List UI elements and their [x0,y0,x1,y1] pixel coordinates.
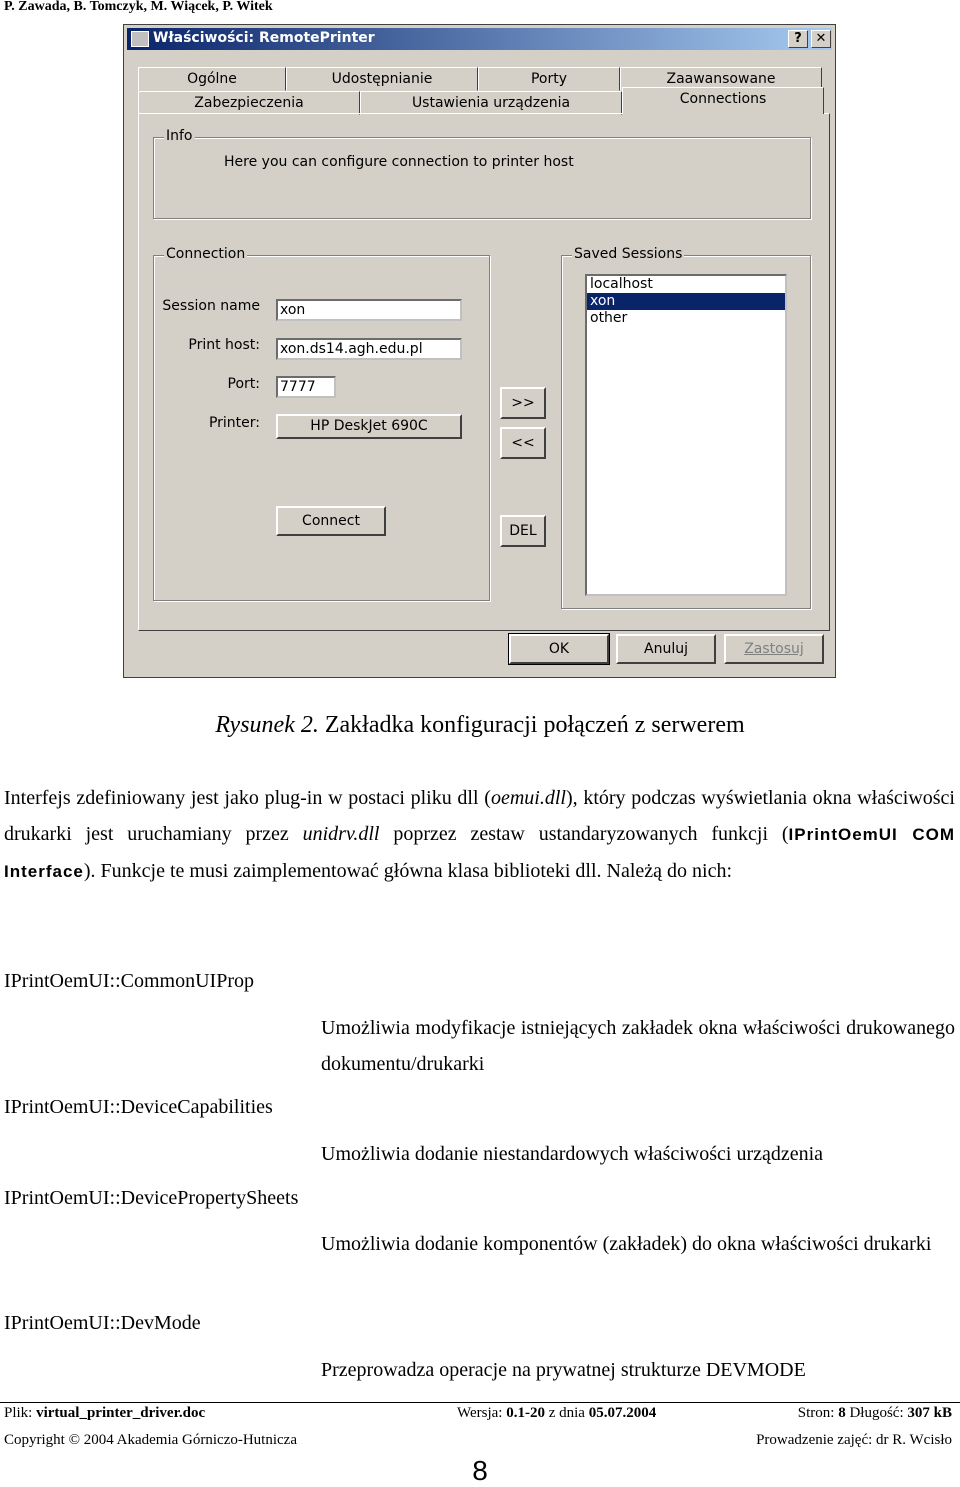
dialog-titlebar [127,28,832,50]
close-button[interactable]: ✕ [811,30,831,48]
port-input[interactable]: 7777 [276,376,336,398]
footer-length-label: Długość: [845,1405,908,1421]
footer-file [4,1405,205,1422]
move-right-button[interactable]: >> [500,387,546,419]
printer-select-button[interactable]: HP DeskJet 690C [276,414,462,439]
footer-rule [0,1402,960,1403]
printer-icon [131,31,149,47]
function-desc-devicecapabilities: Umożliwia dodanie niestandardowych właściwości urządzenia [321,1143,824,1165]
delete-button[interactable]: DEL [500,515,546,547]
tab-udostepnianie[interactable]: Udostępnianie [286,67,478,91]
footer-version-label: Wersja: [457,1405,507,1421]
connection-group [153,246,490,601]
saved-sessions-list[interactable] [585,274,787,596]
function-desc-devicepropertysheets: Umożliwia dodanie komponentów (zakładek) do okna właściwości drukarki [321,1233,932,1255]
function-desc-devmode: Przeprowadza operacje na prywatnej strukturze DEVMODE [321,1359,806,1381]
tab-porty[interactable]: Porty [478,67,620,91]
footer-pages-value: 8 [838,1405,846,1421]
footer-file-label: Plik: [4,1405,37,1421]
print-host-label: Print host: [188,337,260,353]
footer-version-value: 0.1-20 [506,1405,545,1421]
info-group [153,128,811,219]
footer-version [457,1405,656,1422]
footer-date-value: 05.07.2004 [588,1405,657,1421]
info-legend: Info [166,128,193,144]
session-item-xon[interactable]: xon [587,293,785,310]
function-name-devicepropertysheets: IPrintOemUI::DevicePropertySheets [4,1187,299,1209]
tab-zaawansowane[interactable]: Zaawansowane [620,67,822,91]
footer-file-name: virtual_printer_driver.doc [36,1405,206,1421]
connection-legend: Connection [166,246,246,262]
port-label: Port: [227,376,260,392]
session-item-localhost[interactable]: localhost [590,276,653,292]
footer-date-label: z dnia [544,1405,589,1421]
move-left-button[interactable]: << [500,427,546,459]
caption-label: Rysunek 2. [215,712,319,738]
footer-length-value: 307 kB [907,1405,952,1421]
tab-ustawienia-urzadzenia[interactable]: Ustawienia urządzenia [360,91,622,115]
function-desc-commonuiprop: Umożliwia modyfikacje istniejących zakładek okna właściwości drukowanego dokumentu/drukarki [321,1017,955,1075]
para-italic-oemui: oemui.dll [490,787,566,809]
function-name-devicecapabilities: IPrintOemUI::DeviceCapabilities [4,1096,273,1118]
page-number: 8 [472,1455,488,1486]
tab-zabezpieczenia[interactable]: Zabezpieczenia [138,91,360,115]
function-name-commonuiprop: IPrintOemUI::CommonUIProp [4,970,254,992]
saved-sessions-legend: Saved Sessions [574,246,683,262]
apply-button[interactable]: Zastosuj [724,634,824,664]
footer-pages [798,1405,952,1422]
page-header-authors: P. Zawada, B. Tomczyk, M. Wiącek, P. Witek [4,0,273,14]
tab-connections[interactable]: Connections [622,87,824,114]
body-paragraph [4,780,955,890]
function-name-devmode: IPrintOemUI::DevMode [4,1312,201,1334]
printer-label: Printer: [208,415,260,431]
cancel-button[interactable]: Anuluj [616,634,716,664]
footer-lecturer: Prowadzenie zajęć: dr R. Wcisło [756,1432,952,1448]
session-item-other[interactable]: other [590,310,628,326]
footer-pages-label: Stron: [797,1405,839,1421]
session-name-label: Session name [162,298,260,314]
para-text-3: poprzez zestaw ustandaryzowanych funkcji ( [379,823,789,845]
session-name-input[interactable]: xon [276,299,462,321]
saved-sessions-group [561,246,811,609]
caption-text: Zakładka konfiguracji połączeń z serwerem [318,712,745,738]
footer-copyright: Copyright © 2004 Akademia Górniczo-Hutnicza [4,1432,297,1448]
ok-button[interactable]: OK [509,634,609,664]
para-italic-unidrv: unidrv.dll [302,823,380,845]
para-interface-name: IPrintOemUI COM Interface [4,825,955,881]
properties-dialog [123,24,836,678]
help-button[interactable]: ? [788,30,808,48]
para-text-4: ). Funkcje te musi zaimplementować główna klasa biblioteki dll. Należą do nich: [83,860,733,882]
para-text-2: ), który podczas wyświetlania okna właściwości drukarki jest uruchamiany przez [4,787,955,845]
figure-caption [0,712,960,739]
connect-button[interactable]: Connect [276,506,386,536]
info-text: Here you can configure connection to printer host [224,154,574,170]
tab-ogolne[interactable]: Ogólne [138,67,286,91]
para-text-1: Interfejs zdefiniowany jest jako plug-in w postaci pliku dll ( [4,787,491,809]
dialog-title: Właściwości: RemotePrinter [153,30,375,46]
print-host-input[interactable]: xon.ds14.agh.edu.pl [276,338,462,360]
